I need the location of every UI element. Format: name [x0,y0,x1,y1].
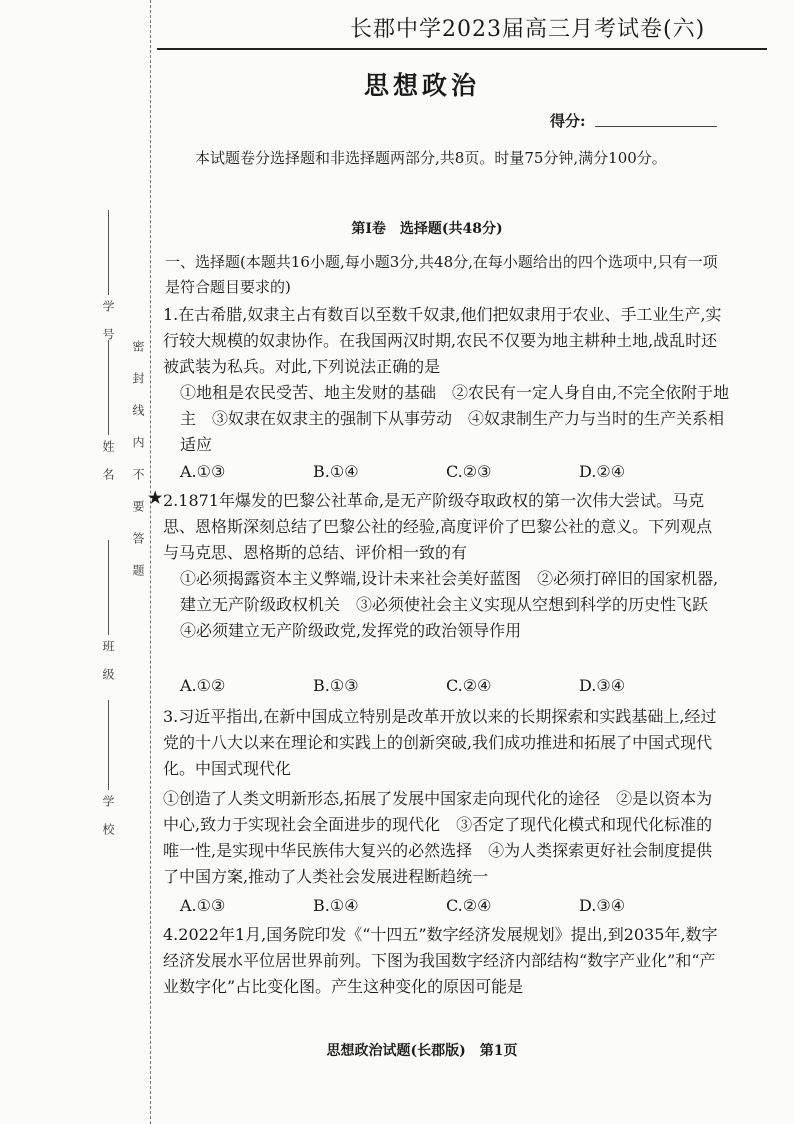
instructions: 一、选择题(本题共16小题,每小题3分,共48分,在每小题给出的四个选项中,只有一项是符合题目要求的) [165,253,718,296]
binding-line [150,0,151,1124]
question-2-options: ①必须揭露资本主义弊端,设计未来社会美好蓝图 ②必须打碎旧的国家机器,建立无产阶级政权机关 ③必须使社会主义实现从空想到科学的历史性飞跃 ④必须建立无产阶级政党,发挥党的政治领导作用 [180,569,725,640]
page-footer: 思想政治试题(长郡版) 第1页 [326,1043,518,1059]
seal-warning: 密 封 线 内 不 要 答 题 [131,340,145,580]
question-4-stem: 4.2022年1月,国务院印发《“十四五”数字经济发展规划》提出,到2035年,数字经济发展水平位居世界前列。下图为我国数字经济内部结构“数字产业化”和“产业数字化”占比变化图。产生这种变化的原因可能是 [163,925,718,996]
class-field[interactable] [108,540,109,635]
choice-a[interactable]: A.①② [180,676,226,695]
section-title: 第Ⅰ卷 选择题(共48分) [351,221,503,237]
header-title: 长郡中学2023届高三月考试卷(六) [350,17,706,42]
question-2-stem: 2.1871年爆发的巴黎公社革命,是无产阶级夺取政权的第一次伟大尝试。马克思、恩格斯深刻总结了巴黎公社的经验,高度评价了巴黎公社的意义。下列观点与马克思、恩格斯的总结、评价相一致的有 [163,491,713,562]
intro-text: 本试题卷分选择题和非选择题两部分,共8页。时量75分钟,满分100分。 [195,149,667,167]
choice-c[interactable]: C.②③ [446,462,492,481]
class-label: 班 级 [101,640,115,682]
header-rule [157,48,767,50]
choice-a[interactable]: A.①③ [180,896,226,915]
question-3-stem: 3.习近平指出,在新中国成立特别是改革开放以来的长期探索和实践基础上,经过党的十八大以来在理论和实践上的创新突破,我们成功推进和拓展了中国式现代化。中国式现代化 [163,707,717,778]
choice-a[interactable]: A.①③ [180,462,226,481]
name-field[interactable] [108,340,109,435]
choice-c[interactable]: C.②④ [446,676,492,695]
choice-b[interactable]: B.①④ [313,896,359,915]
score-field[interactable] [595,126,717,127]
choice-b[interactable]: B.①④ [313,462,359,481]
score-label: 得分: [550,112,586,130]
choice-d[interactable]: D.②④ [579,462,626,481]
school-label: 学 校 [101,795,115,837]
subject-title: 思想政治 [363,71,480,100]
number-label: 学 号 [101,300,115,342]
star-mark: ★ [148,488,163,507]
choice-c[interactable]: C.②④ [446,896,492,915]
question-3-choices [180,896,730,915]
question-1-choices [180,462,730,481]
question-3-options: ①创造了人类文明新形态,拓展了发展中国家走向现代化的途径 ②是以资本为中心,致力于实现社会全面进步的现代化 ③否定了现代化模式和现代化标准的唯一性,是实现中华民族伟大复兴的必然选择 ④为人类探索更好社会制度提供了中国方案,推动了人类社会发展进程断趋统一 [163,789,713,886]
school-field[interactable] [108,700,109,790]
choice-d[interactable]: D.③④ [579,676,626,695]
choice-d[interactable]: D.③④ [579,896,626,915]
question-1-options: ①地租是农民受苦、地主发财的基础 ②农民有一定人身自由,不完全依附于地主 ③奴隶在奴隶主的强制下从事劳动 ④奴隶制生产力与当时的生产关系相适应 [180,383,730,454]
question-1-stem: 1.在古希腊,奴隶主占有数百以至数千奴隶,他们把奴隶用于农业、手工业生产,实行较大规模的奴隶协作。在我国两汉时期,农民不仅要为地主耕种土地,战乱时还被武装为私兵。对此,下列说法正确的是 [163,305,722,376]
name-label: 姓 名 [101,440,115,482]
question-2-choices [180,676,730,695]
choice-b[interactable]: B.①③ [313,676,359,695]
